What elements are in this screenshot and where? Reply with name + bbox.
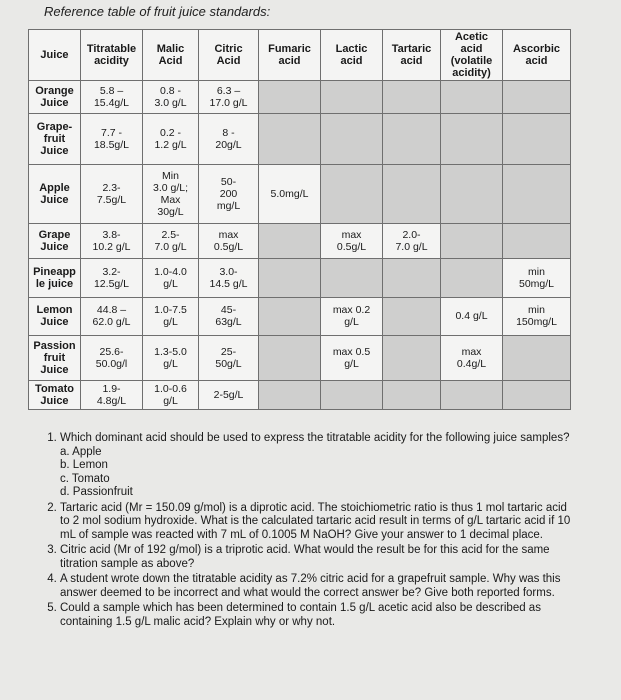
value-cell: 2.5- 7.0 g/L (143, 224, 199, 259)
value-cell: 44.8 – 62.0 g/L (81, 297, 143, 336)
juice-name-cell: Pineapp le juice (29, 258, 81, 297)
question-text: Which dominant acid should be used to express the titratable acidity for the following juice samples? (60, 432, 570, 444)
table-title: Reference table of fruit juice standards: (44, 4, 271, 19)
juice-standards-table (28, 29, 571, 410)
questions-section (44, 432, 574, 631)
value-cell: max 0.2 g/L (321, 297, 383, 336)
value-cell: max 0.5g/L (199, 224, 259, 259)
empty-cell (259, 381, 321, 410)
empty-cell (441, 258, 503, 297)
option-item: a. Apple (60, 445, 102, 458)
empty-cell (259, 224, 321, 259)
empty-cell (503, 81, 571, 114)
table-row (29, 113, 571, 164)
table-row (29, 297, 571, 336)
empty-cell (503, 381, 571, 410)
value-cell: max 0.5g/L (321, 224, 383, 259)
table-row (29, 381, 571, 410)
value-cell: 0.4 g/L (441, 297, 503, 336)
value-cell: 3.2- 12.5g/L (81, 258, 143, 297)
table-row (29, 224, 571, 259)
empty-cell (503, 336, 571, 381)
value-cell: 50- 200 mg/L (199, 164, 259, 223)
empty-cell (383, 113, 441, 164)
column-header: Titratable acidity (81, 30, 143, 81)
value-cell: 1.0-7.5 g/L (143, 297, 199, 336)
value-cell: 1.0-4.0 g/L (143, 258, 199, 297)
column-header: Ascorbic acid (503, 30, 571, 81)
question-list (44, 432, 574, 629)
empty-cell (259, 113, 321, 164)
value-cell: 25.6- 50.0g/l (81, 336, 143, 381)
column-header: Citric Acid (199, 30, 259, 81)
value-cell: 5.8 – 15.4g/L (81, 81, 143, 114)
empty-cell (259, 81, 321, 114)
value-cell: 3.8- 10.2 g/L (81, 224, 143, 259)
value-cell: 45- 63g/L (199, 297, 259, 336)
option-item: c. Tomato (60, 472, 110, 485)
empty-cell (321, 81, 383, 114)
empty-cell (503, 113, 571, 164)
value-cell: 1.0-0.6 g/L (143, 381, 199, 410)
question-text: A student wrote down the titratable acidity as 7.2% citric acid for a grapefruit sample. Why was this answer deemed to be incorrect and what would the correct answer be? Give both reported forms. (60, 573, 561, 599)
question-text: Citric acid (Mr of 192 g/mol) is a triprotic acid. What would the result be for this acid for the same titration sample as above? (60, 544, 550, 570)
column-header: Juice (29, 30, 81, 81)
value-cell: 25- 50g/L (199, 336, 259, 381)
column-header: Acetic acid (volatile acidity) (441, 30, 503, 81)
question-item (60, 602, 574, 629)
table-row (29, 336, 571, 381)
juice-name-cell: Lemon Juice (29, 297, 81, 336)
column-header: Tartaric acid (383, 30, 441, 81)
value-cell: 2.0- 7.0 g/L (383, 224, 441, 259)
question-item (60, 544, 574, 571)
table-row (29, 81, 571, 114)
value-cell: Min 3.0 g/L; Max 30g/L (143, 164, 199, 223)
value-cell: 6.3 – 17.0 g/L (199, 81, 259, 114)
column-header: Malic Acid (143, 30, 199, 81)
empty-cell (503, 164, 571, 223)
empty-cell (441, 381, 503, 410)
empty-cell (503, 224, 571, 259)
column-header: Lactic acid (321, 30, 383, 81)
juice-name-cell: Apple Juice (29, 164, 81, 223)
empty-cell (321, 381, 383, 410)
value-cell: 2-5g/L (199, 381, 259, 410)
table-body (29, 81, 571, 410)
juice-name-cell: Tomato Juice (29, 381, 81, 410)
juice-name-cell: Passion fruit Juice (29, 336, 81, 381)
empty-cell (321, 164, 383, 223)
empty-cell (383, 81, 441, 114)
table-row (29, 258, 571, 297)
option-item: b. Lemon (60, 459, 108, 471)
empty-cell (321, 113, 383, 164)
juice-name-cell: Grape Juice (29, 224, 81, 259)
value-cell: 8 - 20g/L (199, 113, 259, 164)
value-cell: 0.8 - 3.0 g/L (143, 81, 199, 114)
option-item: d. Passionfruit (60, 486, 133, 498)
option-list (60, 446, 574, 500)
value-cell: 7.7 - 18.5g/L (81, 113, 143, 164)
juice-name-cell: Grape- fruit Juice (29, 113, 81, 164)
empty-cell (441, 164, 503, 223)
value-cell: 1.9- 4.8g/L (81, 381, 143, 410)
empty-cell (383, 336, 441, 381)
table-row (29, 164, 571, 223)
question-item (60, 432, 574, 500)
value-cell: 0.2 - 1.2 g/L (143, 113, 199, 164)
empty-cell (383, 381, 441, 410)
empty-cell (321, 258, 383, 297)
empty-cell (383, 164, 441, 223)
empty-cell (259, 336, 321, 381)
empty-cell (259, 297, 321, 336)
value-cell: min 50mg/L (503, 258, 571, 297)
question-item (60, 502, 574, 543)
empty-cell (259, 258, 321, 297)
question-text: Could a sample which has been determined to contain 1.5 g/L acetic acid also be described as containing 1.5 g/L malic acid? Explain why or why not. (60, 602, 541, 628)
juice-name-cell: Orange Juice (29, 81, 81, 114)
table-header-row (29, 30, 571, 81)
empty-cell (441, 224, 503, 259)
value-cell: max 0.4g/L (441, 336, 503, 381)
value-cell: 5.0mg/L (259, 164, 321, 223)
empty-cell (383, 297, 441, 336)
value-cell: 3.0- 14.5 g/L (199, 258, 259, 297)
empty-cell (383, 258, 441, 297)
empty-cell (441, 113, 503, 164)
empty-cell (441, 81, 503, 114)
question-text: Tartaric acid (Mr = 150.09 g/mol) is a diprotic acid. The stoichiometric ratio is thus 1 mol tartaric acid to 2 mol sodium hydroxide. What is the calculated tartaric acid result in terms of g/L tartaric acid if 10 mL of sample was reacted with 7 mL of 0.1005 M NaOH? Give your answer to 1 decimal place. (60, 501, 571, 541)
question-item (60, 573, 574, 600)
column-header: Fumaric acid (259, 30, 321, 81)
value-cell: 2.3- 7.5g/L (81, 164, 143, 223)
value-cell: 1.3-5.0 g/L (143, 336, 199, 381)
value-cell: max 0.5 g/L (321, 336, 383, 381)
value-cell: min 150mg/L (503, 297, 571, 336)
